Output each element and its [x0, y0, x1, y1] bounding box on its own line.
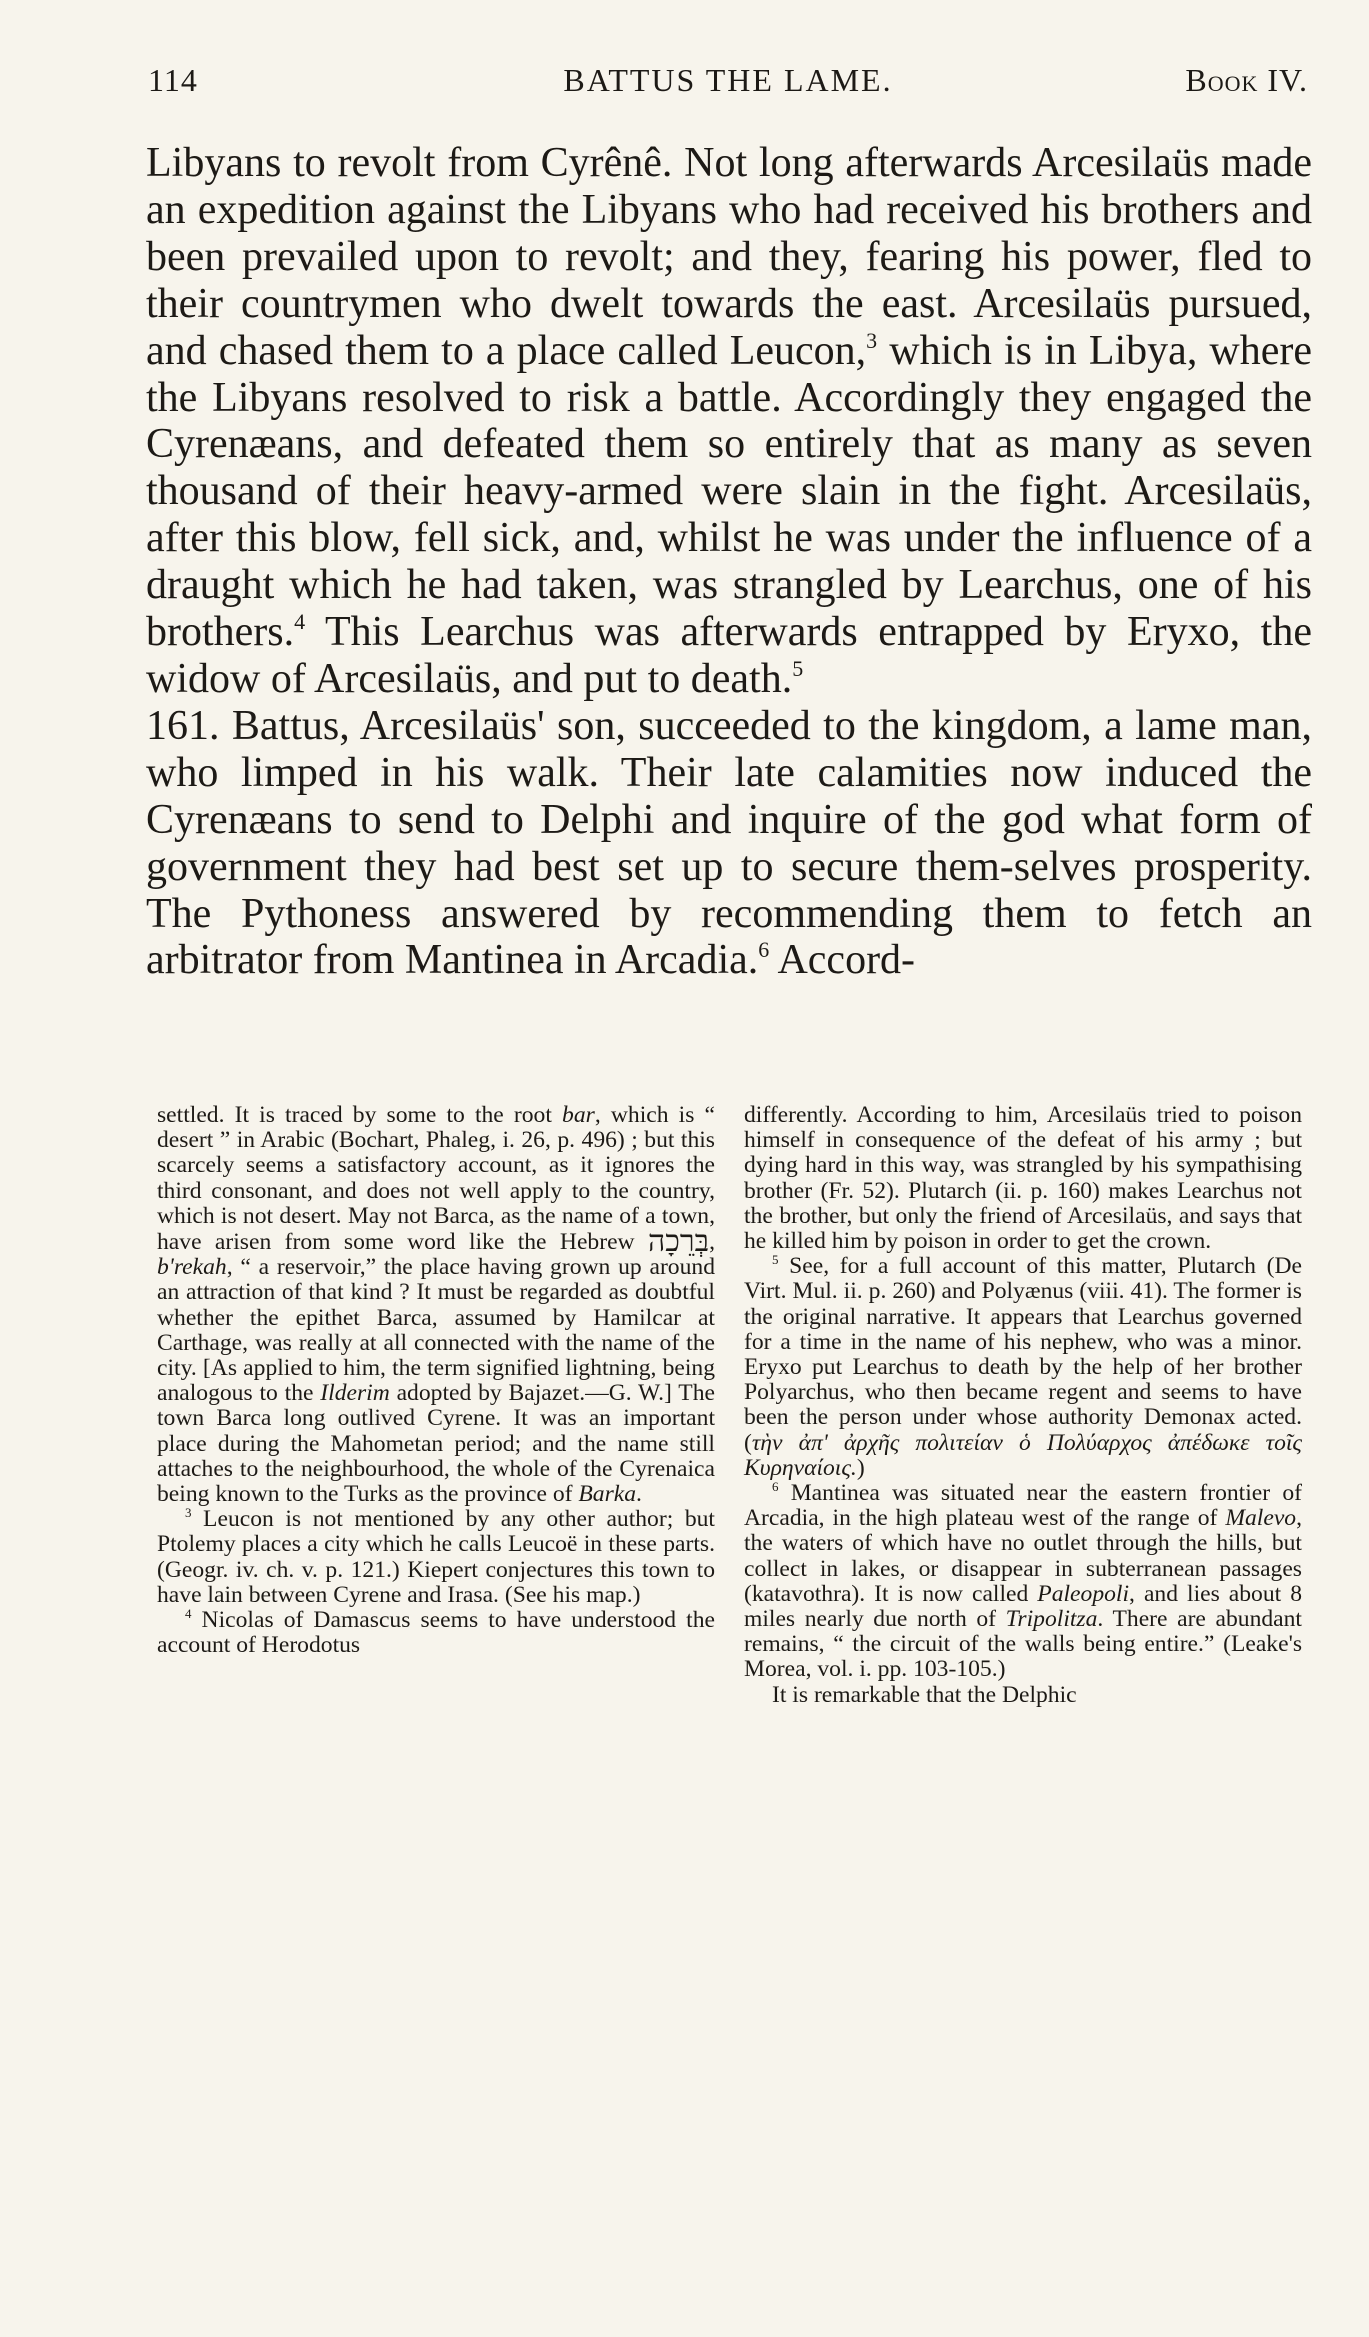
- italic-run: b'rekah: [157, 1254, 227, 1281]
- text-run: settled. It is traced by some to the root: [157, 1102, 563, 1128]
- italic-run: Ilderim: [320, 1380, 390, 1407]
- text-run: adopted by Bajazet.—G. W.] The town Barca long outlived Cyrene. It was an important place during the Mahometan period; and the name still attaches to the neighbourhood, the whole of the Cyrenaica being known to the Turks as the province of: [157, 1380, 715, 1508]
- footnote-4-continued: [744, 1103, 1302, 1254]
- page-header: [148, 62, 1308, 112]
- text-run: ): [856, 1454, 865, 1481]
- text-run: This Learchus was afterwards entrapped by Eryxo, the widow of Arcesilaüs, and put to death.: [146, 609, 1312, 702]
- paragraph-161: [146, 703, 1312, 984]
- text-run: Nicolas of Damascus seems to have understood the account of Herodotus: [157, 1607, 715, 1659]
- footnote-number: 4: [185, 1605, 192, 1621]
- text-run: , which is “ desert ” in Arabic (Bochart, Phaleg, i. 26, p. 496) ; but this scarcely seems a satisfactory account, as it ignores the third consonant, and does not well apply to the country, which is not desert. May not Barca, as the name of a town, have arisen from some word like the Hebrew: [157, 1102, 715, 1256]
- footnote-number: 5: [772, 1251, 779, 1267]
- text-run: which is in Libya, where the Libyans resolved to risk a battle. Accordingly they engaged the Cyrenæans, and defeated them so entirely that as many as seven thousand of their heavy-armed were slain in the fight. Arcesilaüs, after this blow, fell sick, and, whilst he was under the influence of a draught which he had taken, was strangled by Learchus, one of his brothers.: [146, 327, 1313, 656]
- text-run: . There are abundant remains, “ the circuit of the walls being entire.” (Leake's Morea, vol. i. pp. 103-105.): [744, 1606, 1302, 1683]
- text-run: , and lies about 8 miles nearly due north of: [744, 1580, 1302, 1633]
- footnote-ref-6: 6: [758, 937, 770, 963]
- text-run: , the waters of which have no outlet through the hills, but collect in lakes, or disappear in subterranean passages (katavothra). It is now called: [744, 1505, 1302, 1607]
- footnotes-left-column: [157, 1103, 715, 1658]
- hebrew-word: בְּרֵכָה: [647, 1225, 710, 1259]
- italic-run: Malevo: [1225, 1505, 1297, 1532]
- text-run: ,: [709, 1229, 715, 1256]
- greek-quote: τὴν ἀπ' ἀρχῆς πολιτείαν ὁ Πολύαρχος ἀπέδωκε τοῖς Κυρηναίοις.: [744, 1429, 1302, 1481]
- footnote-5: [744, 1251, 1302, 1481]
- text-run: , “ a reservoir,” the place having grown up around an attraction of that kind ? It must be regarded as doubtful whether the epithet Barca, assumed by Hamilcar at Carthage, was really at all connected with the name of the city. [As applied to him, the term signified lightning, being analogous to the: [157, 1254, 715, 1407]
- italic-run: Barka: [578, 1481, 637, 1508]
- text-run: Mantinea was situated near the eastern frontier of Arcadia, in the high plateau west of the range of: [744, 1480, 1302, 1532]
- text-run: .: [636, 1481, 642, 1508]
- footnote-ref-3: 3: [866, 327, 878, 353]
- text-run: It is remarkable that the Delphic: [772, 1681, 1077, 1708]
- footnote-ref-4: 4: [294, 608, 306, 634]
- text-run: Leucon is not mentioned by any other author; but Ptolemy places a city which he calls Leucoë in these parts. (Geogr. iv. ch. v. p. 121.) Kiepert conjectures this town to have lain between Cyrene and Irasa. (See his map.): [157, 1506, 715, 1608]
- text-run: See, for a full account of this matter, Plutarch (De Virt. Mul. ii. p. 260) and Polyænus (viii. 41). The former is the original narrative. It appears that Learchus governed for a time in the name of his nephew, who was a minor. Eryxo put Learchus to death by the help of her brother Polyarchus, who then became regent and seems to have been the person under whose authority Demonax acted. (: [744, 1253, 1302, 1456]
- text-run: Libyans to revolt from Cyrênê. Not long afterwards Arcesilaüs made an expedition against the Libyans who had received his brothers and been prevailed upon to revolt; and they, fearing his power, fled to their countrymen who dwelt towards the east. Arcesilaüs pursued, and chased them to a place called Leucon,: [146, 140, 1312, 374]
- book-label: Book IV.: [1185, 62, 1308, 98]
- italic-run: Tripolitza: [1005, 1606, 1098, 1633]
- footnote-6: [744, 1478, 1302, 1683]
- footnote-ref-5: 5: [792, 655, 804, 681]
- text-run: differently. According to him, Arcesilaüs tried to poison himself in consequence of the defeat of his army ; but dying hard in this way, was strangled by his sympathising brother (Fr. 52). Plutarch (ii. p. 160) makes Learchus not the brother, but only the friend of Arcesilaüs, and says that he killed him by poison in order to get the crown.: [744, 1102, 1302, 1255]
- page-number: 114: [148, 62, 198, 98]
- paragraph-1: [146, 140, 1312, 703]
- footnote-number: 3: [185, 1504, 192, 1520]
- footnote-number: 6: [772, 1478, 779, 1494]
- main-text: [146, 140, 1312, 984]
- text-run: 161. Battus, Arcesilaüs' son, succeeded to the kingdom, a lame man, who limped in his walk. Their late calamities now induced the Cyrenæans to send to Delphi and inquire of the god what form of government they had best set up to secure them-selves prosperity. The Pythoness answered by recommending them to fetch an arbitrator from Mantinea in Arcadia.: [146, 702, 1312, 984]
- italic-run: Paleopoli: [1037, 1580, 1130, 1607]
- footnote-4: [157, 1605, 715, 1659]
- footnote-continuation: [744, 1683, 1302, 1708]
- running-title: BATTUS THE LAME.: [563, 62, 893, 98]
- footnotes-right-column: [744, 1103, 1302, 1708]
- italic-run: bar: [562, 1102, 595, 1128]
- text-run: Accord-: [769, 937, 916, 984]
- footnote-continued: [157, 1103, 715, 1507]
- footnote-3: [157, 1504, 715, 1608]
